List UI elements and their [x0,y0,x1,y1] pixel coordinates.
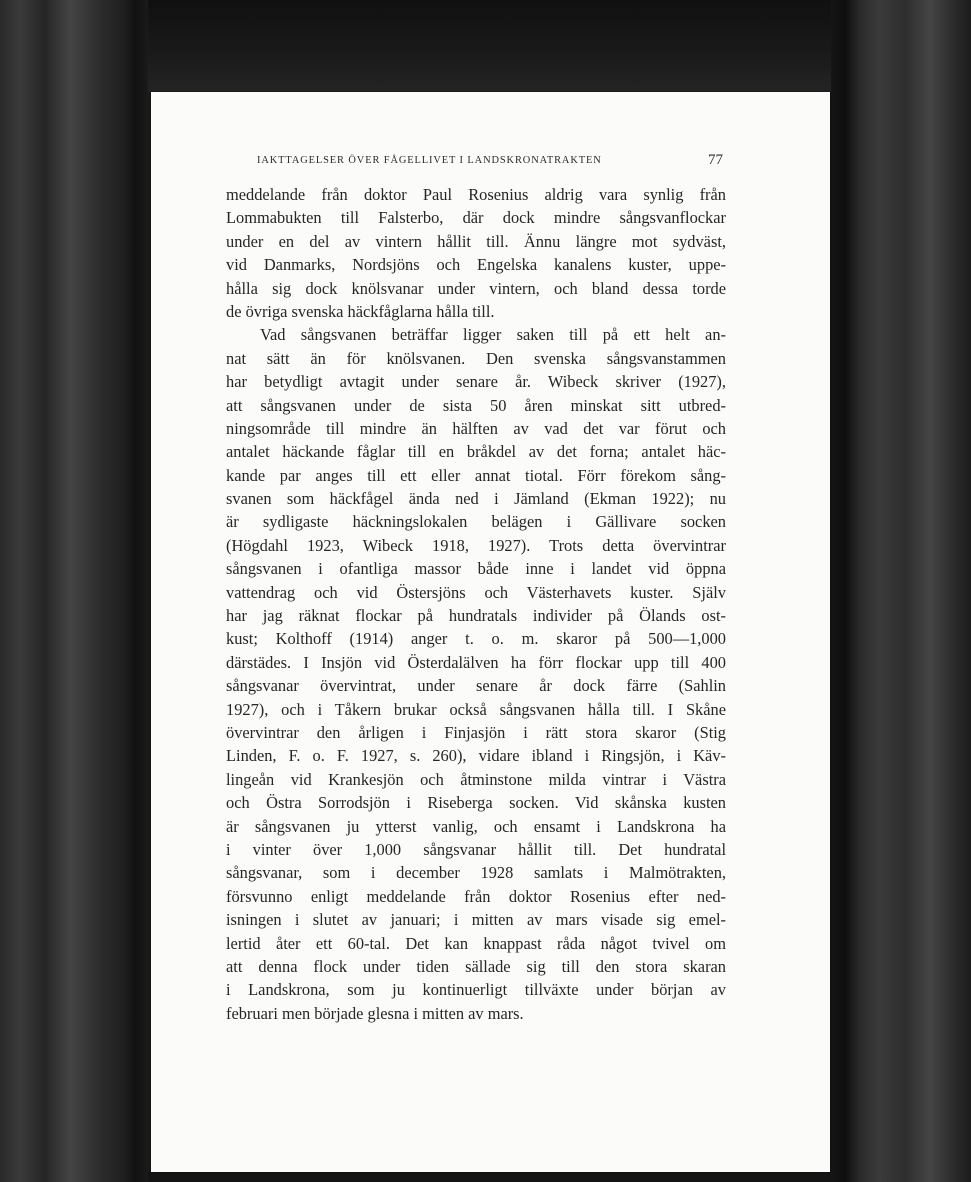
text-line: antalet häckande fåglar till en bråkdel av det forna; antalet häc- [226,442,726,462]
text-line: lingeån vid Krankesjön och åtminstone milda vintrar i Västra [226,769,726,789]
scanner-bottom-shadow [148,1172,831,1182]
text-line: sångsvanar övervintrat, under senare år dock färre (Sahlin [226,676,726,696]
text-line: 1927), och i Tåkern brukar också sångsvanen hålla till. I Skåne [226,699,726,719]
body-text [226,183,726,1025]
text-line: isningen i slutet av januari; i mitten av mars visade sig emel- [226,910,726,930]
text-line: kande par anges till ett eller annat tiotal. Förr förekom sång- [226,465,726,485]
text-line: att sångsvanen under de sista 50 åren minskat sitt utbred- [226,395,726,415]
text-line: kust; Kolthoff (1914) anger t. o. m. skaror på 500—1,000 [226,629,726,649]
text-line: har jag räknat flockar på hundratals individer på Ölands ost- [226,606,726,626]
text-line: försvunno enligt meddelande från doktor Rosenius efter ned- [226,886,726,906]
scanner-top-shadow [148,0,831,92]
text-line: därstädes. I Insjön vid Österdalälven ha förr flockar upp till 400 [226,652,726,672]
text-line: hålla sig dock knölsvanar under vintern, och bland dessa torde [226,278,726,298]
book-page [151,92,830,1172]
text-line: är sångsvanen ju ytterst vanlig, och ensamt i Landskrona ha [226,816,726,836]
text-line: sångsvanen i ofantliga massor både inne i landet vid öppna [226,559,726,579]
text-line: svanen som häckfågel ända ned i Jämland (Ekman 1922); nu [226,489,726,509]
text-line: Lommabukten till Falsterbo, där dock mindre sångsvanflockar [226,208,726,228]
text-line: är sydligaste häckningslokalen belägen i Gällivare socken [226,512,726,532]
page-number: 77 [708,152,723,168]
text-line: i Landskrona, som ju kontinuerligt tillväxte under början av [226,980,726,1000]
text-line: har betydligt avtagit under senare år. Wibeck skriver (1927), [226,372,726,392]
text-line: vattendrag och vid Östersjöns och Västerhavets kuster. Själv [226,582,726,602]
text-line: Linden, F. o. F. 1927, s. 260), vidare ibland i Ringsjön, i Käv- [226,746,726,766]
text-line: övervintrar den årligen i Finjasjön i rätt stora skaror (Stig [226,722,726,742]
text-line: vid Danmarks, Nordsjöns och Engelska kanalens kuster, uppe- [226,255,726,275]
text-line: under en del av vintern hållit till. Ännu längre mot sydväst, [226,231,726,251]
paragraph-1 [226,183,726,323]
text-line: Vad sångsvanen beträffar ligger saken till på ett helt an- [260,325,726,345]
text-line: februari men började glesna i mitten av mars. [226,1003,524,1023]
text-line: nat sätt än för knölsvanen. Den svenska sångsvanstammen [226,348,726,368]
text-line: lertid åter ett 60-tal. Det kan knappast råda något tvivel om [226,933,726,953]
text-line: (Högdahl 1923, Wibeck 1918, 1927). Trots detta övervintrar [226,535,726,555]
text-line: ningsområde till mindre än hälften av vad det var förut och [226,418,726,438]
text-line: de övriga svenska häckfåglarna hålla till. [226,301,495,321]
paragraph-2 [226,323,726,1025]
text-line: i vinter över 1,000 sångsvanar hållit till. Det hundratal [226,839,726,859]
text-line: att denna flock under tiden sällade sig till den stora skaran [226,956,726,976]
text-line: och Östra Sorrodsjön i Riseberga socken. Vid skånska kusten [226,793,726,813]
text-line: meddelande från doktor Paul Rosenius aldrig vara synlig från [226,185,726,204]
running-head: IAKTTAGELSER ÖVER FÅGELLIVET I LANDSKRONATRAKTEN [257,155,602,166]
text-line: sångsvanar, som i december 1928 samlats i Malmötrakten, [226,863,726,883]
